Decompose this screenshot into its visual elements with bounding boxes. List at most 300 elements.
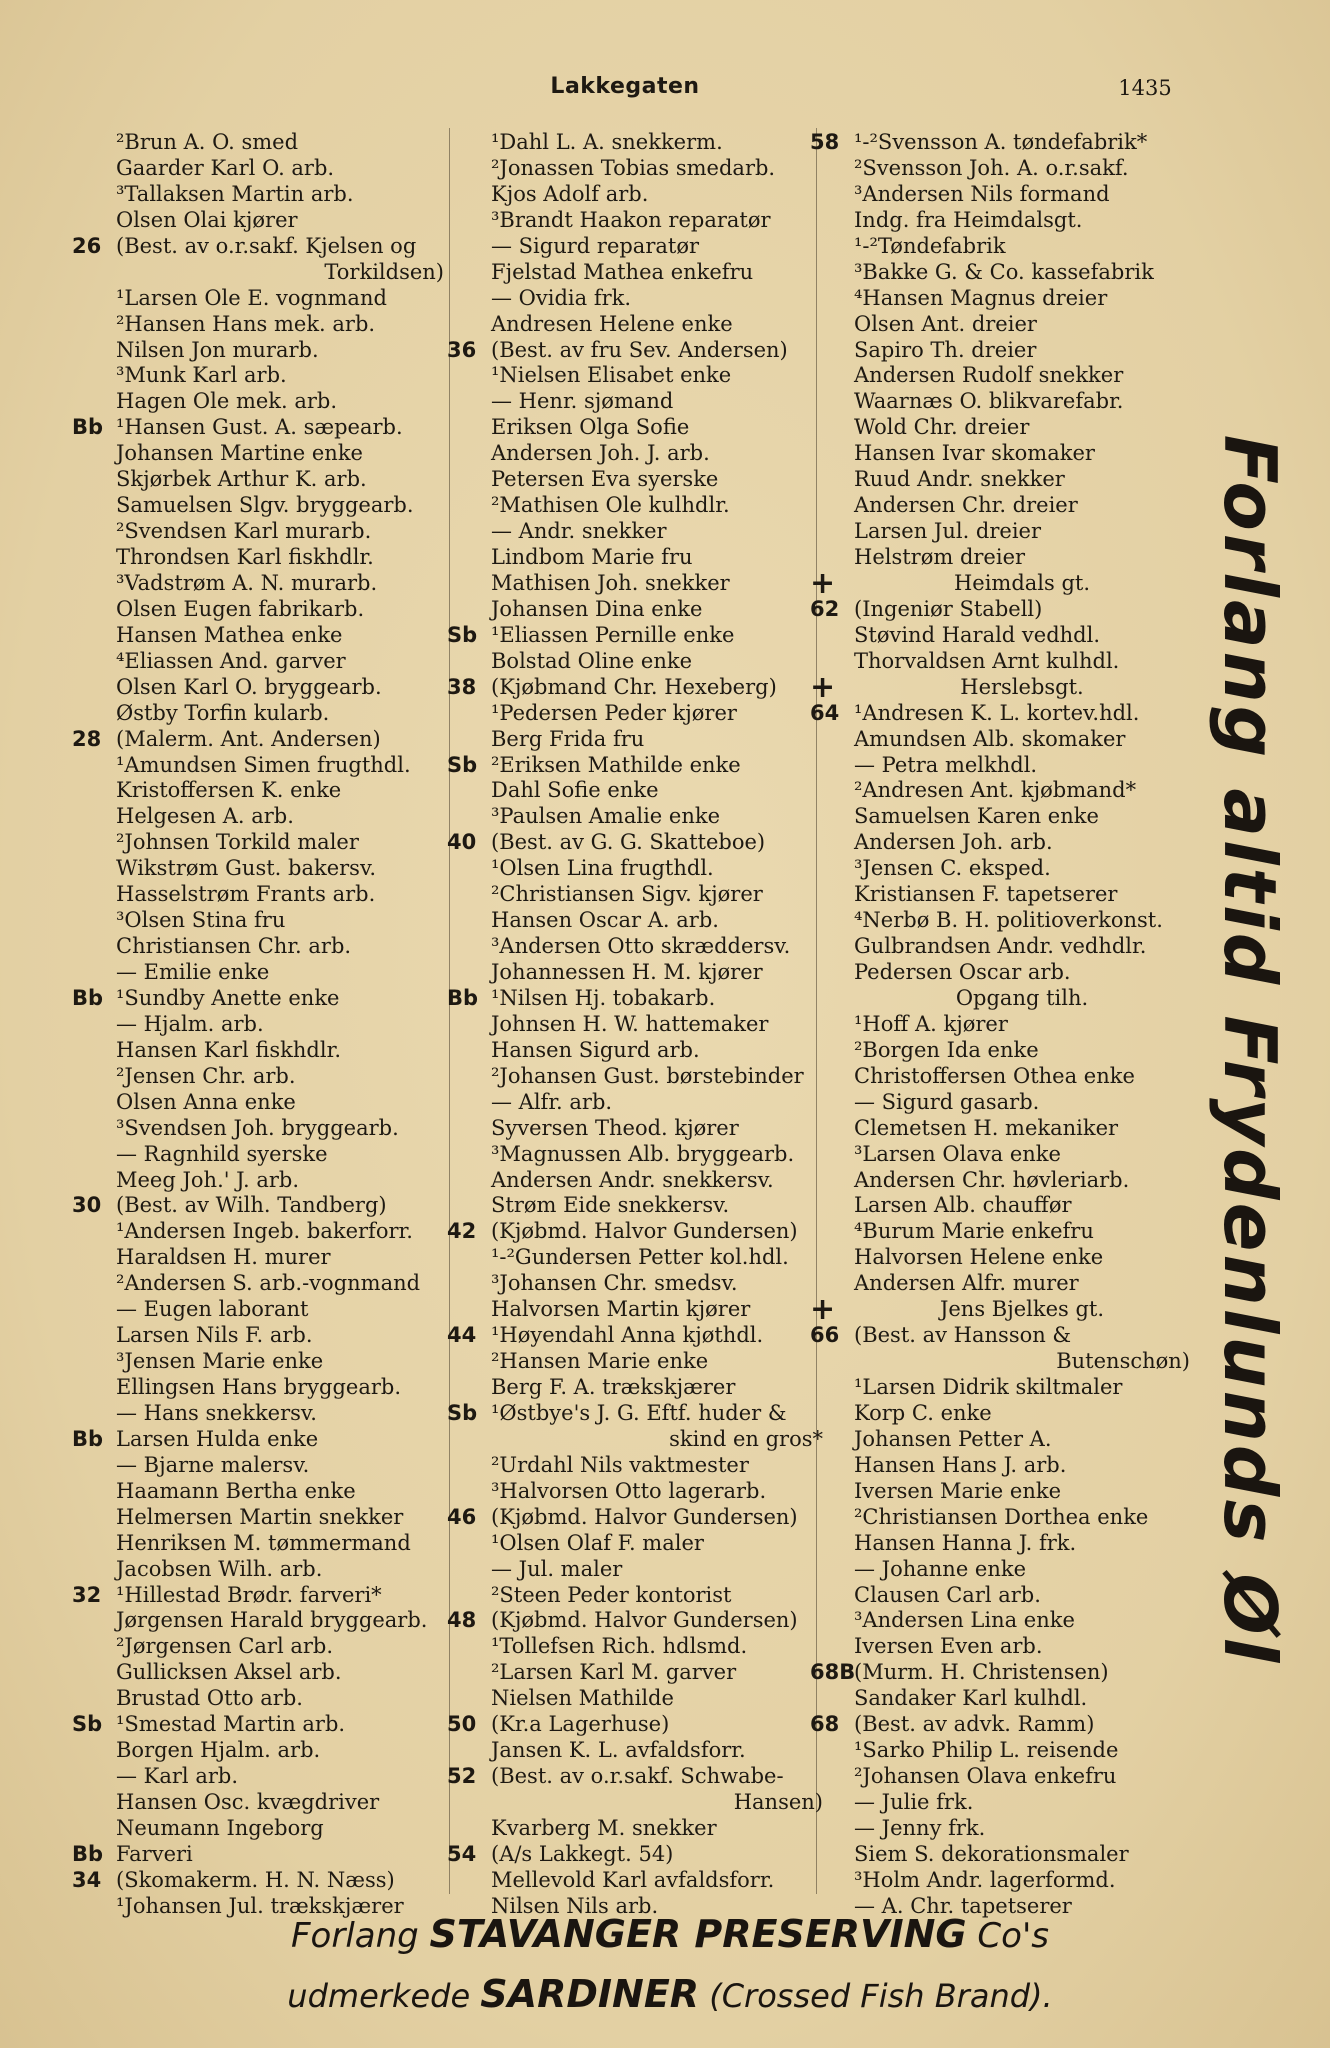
entry-text: Berg F. A. trækskjærer [491, 1375, 736, 1399]
footer-ad-text: udmerkede [287, 1977, 471, 2015]
entry-text: Clausen Carl arb. [854, 1582, 1041, 1607]
directory-entry [810, 1219, 1190, 1245]
directory-entry [447, 467, 823, 493]
entry-text: Ellingsen Hans bryggearb. [116, 1375, 401, 1399]
house-number: 66 [810, 1323, 840, 1348]
entry-text: Østby Torfin kularb. [116, 700, 330, 725]
directory-entry [72, 1712, 444, 1738]
entry-text: ¹Dahl L. A. snekkerm. [491, 130, 723, 154]
entry-text: Sandaker Karl kulhdl. [854, 1686, 1088, 1711]
house-number: Bb [447, 985, 479, 1010]
entry-text: — Sigurd reparatør [491, 233, 700, 258]
entry-text: Heimdals gt. [953, 570, 1091, 595]
directory-entry [447, 1168, 823, 1194]
directory-entry [810, 1583, 1190, 1609]
entry-text: Henriksen M. tømmermand [116, 1530, 411, 1555]
directory-entry [810, 1660, 1190, 1686]
entry-text: ¹Tollefsen Rich. hdlsmd. [491, 1634, 748, 1659]
entry-text: — Jenny frk. [854, 1815, 986, 1840]
entry-text: (Kjøbmand Chr. Hexeberg) [491, 674, 777, 699]
entry-text: Sapiro Th. dreier [854, 337, 1037, 362]
entry-text: ³Munk Karl arb. [116, 363, 287, 388]
entry-text: Siem S. dekorationsmaler [854, 1841, 1129, 1866]
house-number: 46 [447, 1504, 477, 1529]
directory-entry [447, 1505, 823, 1531]
directory-entry [810, 1634, 1190, 1660]
entry-text: Andersen Rudolf snekker [854, 363, 1124, 388]
footer-ad-text: (Crossed Fish Brand). [709, 1977, 1053, 2015]
entry-text: ⁴Nerbø B. H. politioverkonst. [854, 908, 1163, 933]
directory-entry [447, 1868, 823, 1894]
directory-entry [810, 415, 1190, 441]
entry-text: Christoffersen Othea enke [854, 1063, 1135, 1088]
directory-entry [810, 1453, 1190, 1479]
directory-entry [447, 545, 823, 571]
directory-entry [810, 986, 1190, 1012]
directory-entry [72, 1142, 444, 1168]
entry-text: Andresen Helene enke [491, 311, 733, 336]
directory-entry [447, 1090, 823, 1116]
entry-text: Jacobsen Wilh. arb. [116, 1556, 323, 1581]
entry-text: — Alfr. arb. [491, 1089, 613, 1114]
entry-text: (Best. av fru Sev. Andersen) [491, 337, 788, 362]
directory-entry [72, 156, 444, 182]
directory-entry [810, 908, 1190, 934]
entry-text: ²Hansen Hans mek. arb. [116, 311, 376, 336]
entry-text: Hansen) [733, 1790, 823, 1814]
entry-text: ²Svendsen Karl murarb. [116, 519, 372, 544]
directory-entry [810, 389, 1190, 415]
directory-entry [72, 312, 444, 338]
entry-text: ²Hansen Marie enke [491, 1349, 709, 1374]
directory-entry [447, 882, 823, 908]
directory-entry [810, 260, 1190, 286]
directory-entry [447, 649, 823, 675]
house-number: 64 [810, 700, 840, 725]
entry-text: Andersen Alfr. murer [854, 1271, 1079, 1296]
directory-entry [72, 182, 444, 208]
entry-text: Olsen Karl O. bryggearb. [116, 674, 382, 699]
directory-entry [810, 856, 1190, 882]
directory-entry [72, 597, 444, 623]
directory-entry [447, 208, 823, 234]
directory-entry [447, 1064, 823, 1090]
entry-text: Helstrøm dreier [854, 545, 1026, 569]
directory-entry [447, 675, 823, 701]
directory-entry [447, 701, 823, 727]
entry-text: Nilsen Nils arb. [491, 1893, 659, 1918]
directory-entry [72, 1116, 444, 1142]
entry-text: Wikstrøm Gust. bakersv. [116, 856, 376, 881]
directory-entry [447, 960, 823, 986]
entry-text: ¹Østbye's J. G. Eftf. huder & [491, 1400, 787, 1425]
entry-text: ¹Hillestad Brødr. farveri* [116, 1582, 382, 1607]
entry-text: Andersen Chr. høvleriarb. [854, 1167, 1130, 1192]
entry-text: Helgesen A. arb. [116, 804, 294, 829]
house-number: 40 [447, 830, 477, 855]
entry-text: Haamann Bertha enke [116, 1478, 356, 1503]
entry-text: ¹-²Svensson A. tøndefabrik* [854, 130, 1148, 154]
house-number: 68 [810, 1712, 840, 1737]
directory-entry [810, 1868, 1190, 1894]
entry-text: (Best. av o.r.sakf. Schwabe- [491, 1764, 784, 1789]
house-number: Sb [447, 752, 478, 777]
street-title: Lakkegaten [550, 74, 700, 99]
entry-text: ³Larsen Olava enke [854, 1141, 1061, 1166]
entry-text: Kjos Adolf arb. [491, 181, 649, 206]
entry-text: Hasselstrøm Frants arb. [116, 882, 376, 907]
directory-entry [72, 908, 444, 934]
directory-entry [447, 1297, 823, 1323]
entry-text: Pedersen Oscar arb. [854, 960, 1071, 984]
directory-entry [447, 1323, 823, 1349]
entry-text: Hansen Oscar A. arb. [491, 908, 719, 933]
directory-entry [447, 389, 823, 415]
entry-text: ¹Andresen K. L. kortev.hdl. [854, 700, 1140, 725]
directory-entry [72, 1453, 444, 1479]
entry-text: Lindbom Marie fru [491, 545, 693, 569]
entry-text: Olsen Anna enke [116, 1089, 296, 1114]
entry-text: Farveri [116, 1841, 193, 1866]
directory-entry [810, 804, 1190, 830]
directory-entry [447, 1816, 823, 1842]
entry-text: Kvarberg M. snekker [491, 1815, 717, 1840]
directory-entry [447, 156, 823, 182]
entry-text: Skjørbek Arthur K. arb. [116, 467, 367, 492]
entry-text: ⁴Hansen Magnus dreier [854, 285, 1108, 310]
house-number: Sb [447, 1400, 478, 1425]
entry-text: (Skomakerm. H. N. Næss) [116, 1867, 395, 1892]
directory-entry [810, 519, 1190, 545]
directory-entry [72, 130, 444, 156]
entry-text: ²Johnsen Torkild maler [116, 830, 359, 855]
entry-text: ¹Nilsen Hj. tobakarb. [491, 985, 716, 1010]
directory-entry [810, 623, 1190, 649]
entry-text: Torkildsen) [324, 259, 444, 284]
directory-entry [72, 1660, 444, 1686]
entry-text: (Kr.a Lagerhuse) [491, 1712, 670, 1737]
entry-text: Larsen Alb. chauffør [854, 1193, 1072, 1218]
entry-text: ¹Andersen Ingeb. bakerforr. [116, 1219, 413, 1244]
entry-text: ¹-²Tøndefabrik [854, 233, 1006, 258]
entry-text: Eriksen Olga Sofie [491, 415, 690, 440]
directory-entry [447, 1219, 823, 1245]
entry-text: Mathisen Joh. snekker [491, 570, 730, 595]
entry-text: ³Olsen Stina fru [116, 908, 286, 933]
directory-entry [447, 130, 823, 156]
house-number: 58 [810, 130, 840, 154]
directory-entry [72, 1323, 444, 1349]
directory-entry [72, 1790, 444, 1816]
directory-entry [810, 1064, 1190, 1090]
directory-entry [447, 727, 823, 753]
entry-text: ¹-²Gundersen Petter kol.hdl. [491, 1245, 789, 1270]
directory-entry [810, 1686, 1190, 1712]
entry-text: Samuelsen Karen enke [854, 804, 1099, 829]
directory-entry [72, 701, 444, 727]
entry-text: ³Vadstrøm A. N. murarb. [116, 570, 378, 595]
directory-entry [72, 234, 444, 260]
directory-entry [810, 312, 1190, 338]
entry-text: Thorvaldsen Arnt kulhdl. [854, 648, 1120, 673]
directory-entry [447, 1479, 823, 1505]
entry-text: ²Jørgensen Carl arb. [116, 1634, 334, 1659]
directory-entry [72, 1271, 444, 1297]
entry-text: — Sigurd gasarb. [854, 1089, 1040, 1114]
directory-entry [72, 1427, 444, 1453]
directory-entry [72, 649, 444, 675]
directory-entry [72, 778, 444, 804]
house-number: 30 [72, 1193, 102, 1218]
entry-text: — Karl arb. [116, 1764, 238, 1789]
directory-entry [810, 934, 1190, 960]
directory-entry [810, 1764, 1190, 1790]
entry-text: Hansen Ivar skomaker [854, 441, 1095, 466]
directory-entry [72, 753, 444, 779]
entry-text: — Petra melkhdl. [854, 752, 1038, 777]
directory-entry [72, 1245, 444, 1271]
directory-entry [810, 441, 1190, 467]
entry-text: Hansen Hans J. arb. [854, 1452, 1067, 1477]
entry-text: Herslebsgt. [960, 674, 1084, 699]
house-number: 32 [72, 1582, 102, 1607]
directory-entry [447, 1012, 823, 1038]
directory-entry [447, 1608, 823, 1634]
entry-text: Larsen Hulda enke [116, 1426, 319, 1451]
entry-text: — Jul. maler [491, 1556, 623, 1581]
directory-entry [447, 1686, 823, 1712]
side-advertisement [1205, 434, 1295, 1666]
directory-entry [72, 545, 444, 571]
entry-text: ²Borgen Ida enke [854, 1037, 1039, 1062]
directory-entry [810, 1193, 1190, 1219]
entry-text: (Kjøbmd. Halvor Gundersen) [491, 1608, 798, 1633]
entry-text: ¹Olsen Olaf F. maler [491, 1530, 704, 1555]
directory-entry [810, 727, 1190, 753]
entry-text: — Eugen laborant [116, 1297, 309, 1322]
directory-entry [447, 1531, 823, 1557]
entry-text: Johansen Dina enke [491, 596, 703, 621]
directory-entry [810, 1479, 1190, 1505]
directory-entry [810, 701, 1190, 727]
entry-text: Støvind Harald vedhdl. [854, 622, 1101, 647]
directory-entry [72, 1297, 444, 1323]
footer-ad-text: Co's [977, 1916, 1050, 1956]
directory-entry [447, 1349, 823, 1375]
entry-text: Hansen Mathea enke [116, 622, 343, 647]
entry-text: ³Magnussen Alb. bryggearb. [491, 1141, 795, 1166]
directory-entry [810, 778, 1190, 804]
entry-text: Johansen Martine enke [116, 441, 363, 466]
entry-text: (Best. av Wilh. Tandberg) [116, 1193, 387, 1218]
directory-entry [810, 882, 1190, 908]
directory-entry [72, 389, 444, 415]
entry-text: Jens Bjelkes gt. [939, 1297, 1105, 1322]
entry-text: Berg Frida fru [491, 726, 645, 751]
directory-entry [810, 1531, 1190, 1557]
directory-entry [72, 415, 444, 441]
directory-entry [72, 493, 444, 519]
entry-text: ²Christiansen Dorthea enke [854, 1504, 1149, 1529]
entry-text: — Hjalm. arb. [116, 1011, 264, 1036]
cross-street-marker: + [810, 565, 836, 601]
house-number: 68B [810, 1660, 856, 1685]
entry-text: ²Andresen Ant. kjøbmand* [854, 778, 1137, 803]
directory-entry [810, 1712, 1190, 1738]
directory-entry [72, 1479, 444, 1505]
entry-text: Gulbrandsen Andr. vedhdlr. [854, 934, 1147, 959]
directory-entry [72, 1012, 444, 1038]
entry-text: ²Jonassen Tobias smedarb. [491, 155, 776, 180]
entry-text: ¹Olsen Lina frugthdl. [491, 856, 714, 881]
entry-text: (Best. av o.r.sakf. Kjelsen og [116, 233, 417, 258]
entry-text: Johansen Petter A. [854, 1426, 1052, 1451]
directory-entry [810, 1738, 1190, 1764]
directory-entry [72, 286, 444, 312]
directory-entry [72, 441, 444, 467]
entry-text: — Julie frk. [854, 1790, 974, 1814]
directory-entry [810, 1401, 1190, 1427]
directory-entry [447, 1738, 823, 1764]
entry-text: Larsen Nils F. arb. [116, 1323, 313, 1348]
directory-entry [447, 1453, 823, 1479]
entry-text: ²Christiansen Sigv. kjører [491, 882, 763, 907]
entry-text: ²Larsen Karl M. garver [491, 1660, 737, 1685]
directory-entry [72, 1064, 444, 1090]
entry-text: ²Mathisen Ole kulhdlr. [491, 493, 730, 518]
entry-text: ¹Nielsen Elisabet enke [491, 363, 732, 388]
directory-entry [810, 1038, 1190, 1064]
entry-text: Throndsen Karl fiskhdlr. [116, 545, 374, 569]
directory-entry [447, 1116, 823, 1142]
directory-entry [810, 649, 1190, 675]
entry-text: — Bjarne malersv. [116, 1452, 310, 1477]
entry-text: Haraldsen H. murer [116, 1245, 331, 1270]
directory-entry [447, 1557, 823, 1583]
directory-entry [447, 623, 823, 649]
entry-text: ¹Pedersen Peder kjører [491, 700, 737, 725]
directory-entry [447, 986, 823, 1012]
entry-text: ³Andersen Otto skræddersv. [491, 934, 791, 959]
directory-entry [72, 1349, 444, 1375]
entry-text: — A. Chr. tapetserer [854, 1893, 1072, 1918]
entry-text: Andersen Andr. snekkersv. [491, 1167, 774, 1192]
entry-text: Larsen Jul. dreier [854, 519, 1042, 544]
directory-entry [72, 363, 444, 389]
directory-entry [447, 1790, 823, 1816]
entry-text: Brustad Otto arb. [116, 1686, 303, 1711]
entry-text: Dahl Sofie enke [491, 778, 659, 803]
directory-entry [810, 1142, 1190, 1168]
entry-text: Strøm Eide snekkersv. [491, 1193, 730, 1218]
directory-entry [447, 182, 823, 208]
footer-advertisement [240, 1912, 1100, 2016]
entry-text: Opgang tilh. [955, 985, 1089, 1010]
entry-text: Indg. fra Heimdalsgt. [854, 207, 1083, 232]
directory-entry [447, 1401, 823, 1427]
entry-text: Hansen Osc. kvægdriver [116, 1790, 380, 1814]
directory-entry [810, 565, 1190, 601]
directory-entry [447, 312, 823, 338]
entry-text: Andersen Joh. J. arb. [491, 441, 710, 466]
directory-entry [447, 1271, 823, 1297]
house-number: 42 [447, 1219, 477, 1244]
entry-text: ³Tallaksen Martin arb. [116, 181, 354, 206]
entry-text: Jansen K. L. avfaldsforr. [491, 1738, 746, 1763]
directory-entry [72, 623, 444, 649]
directory-entry [810, 1816, 1190, 1842]
directory-entry [810, 1012, 1190, 1038]
entry-text: ³Bakke G. & Co. kassefabrik [854, 259, 1154, 284]
directory-entry [810, 208, 1190, 234]
house-number: Sb [72, 1712, 103, 1737]
entry-text: ¹Johansen Jul. trækskjærer [116, 1893, 404, 1918]
entry-text: ²Johansen Gust. børstebinder [491, 1063, 804, 1088]
directory-entry [72, 1816, 444, 1842]
house-number: 52 [447, 1764, 477, 1789]
directory-entry [810, 467, 1190, 493]
directory-entry [447, 778, 823, 804]
directory-entry [447, 1193, 823, 1219]
house-number: 50 [447, 1712, 477, 1737]
house-number: Bb [72, 985, 104, 1010]
directory-entry [72, 1686, 444, 1712]
entry-text: ¹Amundsen Simen frugthdl. [116, 752, 411, 777]
directory-entry [810, 545, 1190, 571]
directory-entry [72, 1090, 444, 1116]
entry-text: ²Brun A. O. smed [116, 130, 299, 154]
directory-entry [810, 1168, 1190, 1194]
footer-ad-line-2 [240, 1972, 1100, 2016]
entry-text: (Murm. H. Christensen) [854, 1660, 1109, 1685]
entry-text: ²Steen Peder kontorist [491, 1582, 732, 1607]
entry-text: Amundsen Alb. skomaker [854, 726, 1126, 751]
directory-entry [447, 1634, 823, 1660]
entry-text: (Kjøbmd. Halvor Gundersen) [491, 1504, 798, 1529]
entry-text: Kristiansen F. tapetserer [854, 882, 1118, 907]
directory-entry [810, 1323, 1190, 1349]
entry-text: ³Brandt Haakon reparatør [491, 207, 771, 232]
directory-entry [72, 1531, 444, 1557]
entry-text: ³Andersen Nils formand [854, 181, 1110, 206]
directory-entry [72, 208, 444, 234]
directory-entry [72, 960, 444, 986]
directory-entry [72, 856, 444, 882]
entry-text: — Johanne enke [854, 1556, 1027, 1581]
directory-entry [447, 753, 823, 779]
directory-entry [810, 1375, 1190, 1401]
entry-text: ³Svendsen Joh. bryggearb. [116, 1115, 399, 1140]
entry-text: — Ovidia frk. [491, 285, 632, 310]
directory-entry [72, 1401, 444, 1427]
directory-entry [72, 260, 444, 286]
directory-entry [72, 1193, 444, 1219]
entry-text: ⁴Burum Marie enkefru [854, 1219, 1094, 1244]
directory-entry [447, 415, 823, 441]
directory-entry [72, 804, 444, 830]
entry-text: Korp C. enke [854, 1400, 992, 1425]
entry-text: Bolstad Oline enke [491, 648, 693, 673]
entry-text: (Best. av advk. Ramm) [854, 1712, 1095, 1737]
entry-text: — Emilie enke [116, 960, 270, 984]
entry-text: Nilsen Jon murarb. [116, 337, 319, 362]
directory-entry [447, 1583, 823, 1609]
directory-entry [447, 1842, 823, 1868]
entry-text: Syversen Theod. kjører [491, 1115, 739, 1140]
entry-text: Borgen Hjalm. arb. [116, 1738, 321, 1763]
directory-entry [447, 1142, 823, 1168]
directory-entry [447, 1038, 823, 1064]
